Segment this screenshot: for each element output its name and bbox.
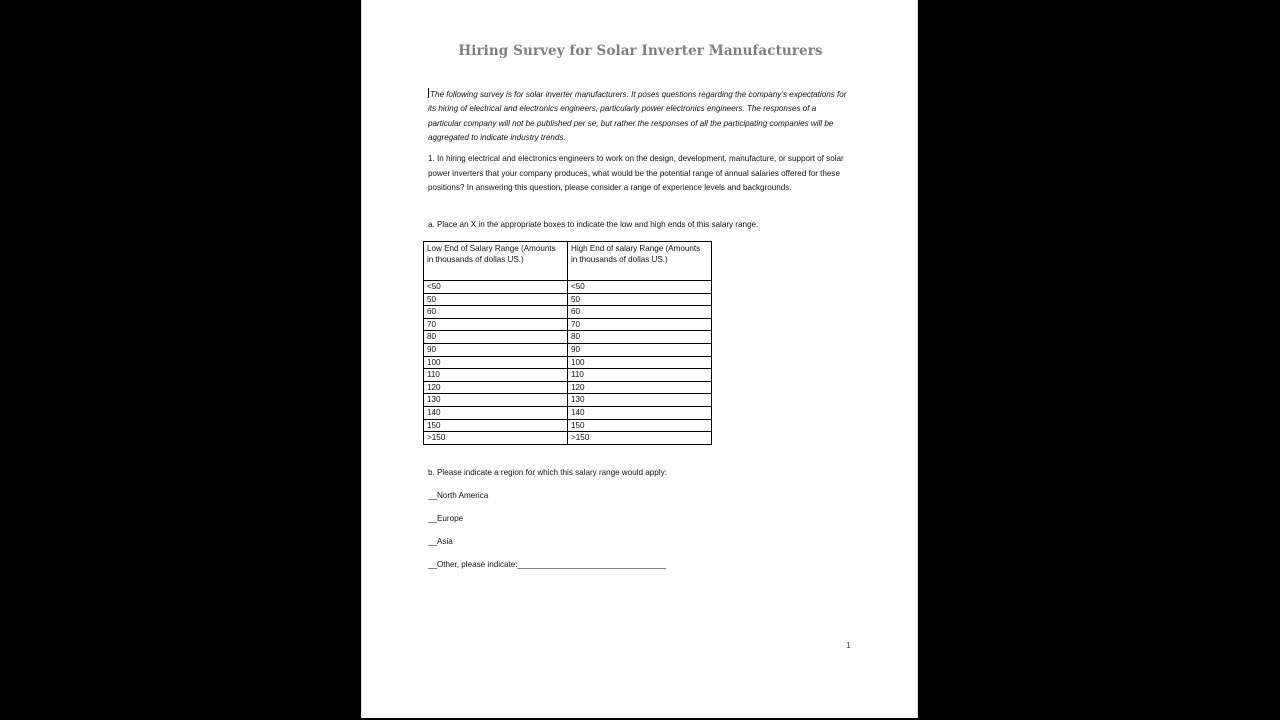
- low-end-cell[interactable]: 80: [424, 331, 568, 344]
- low-end-cell[interactable]: >150: [424, 432, 568, 445]
- table-row: [424, 318, 712, 331]
- question-1b: b. Please indicate a region for which this salary range would apply:: [428, 468, 667, 477]
- document-page: [361, 0, 918, 718]
- table-row: [424, 293, 712, 306]
- other-label: __Other, please indicate:: [428, 560, 518, 569]
- low-end-cell[interactable]: 60: [424, 306, 568, 319]
- high-end-cell[interactable]: 50: [568, 293, 712, 306]
- table-row: [424, 356, 712, 369]
- low-end-cell[interactable]: 90: [424, 343, 568, 356]
- other-fill-in-line[interactable]: _________________________________: [517, 560, 667, 569]
- table-row: [424, 369, 712, 382]
- high-end-cell[interactable]: 60: [568, 306, 712, 319]
- table-row: [424, 381, 712, 394]
- region-option-north-america[interactable]: __North America: [428, 491, 489, 500]
- table-row: [424, 281, 712, 294]
- document-title: Hiring Survey for Solar Inverter Manufacturers: [458, 43, 823, 59]
- table-row: [424, 331, 712, 344]
- high-end-header: High End of salary Range (Amounts in thousands of dollas US.): [568, 242, 712, 281]
- intro-paragraph: [428, 88, 850, 145]
- high-end-cell[interactable]: 90: [568, 343, 712, 356]
- high-end-cell[interactable]: 130: [568, 394, 712, 407]
- high-end-cell[interactable]: 110: [568, 369, 712, 382]
- table-row: [424, 306, 712, 319]
- region-option-europe[interactable]: __Europe: [428, 514, 464, 523]
- table-header-row: [424, 242, 712, 281]
- table-row: [424, 419, 712, 432]
- low-end-cell[interactable]: 120: [424, 381, 568, 394]
- low-end-cell[interactable]: 50: [424, 293, 568, 306]
- low-end-cell[interactable]: <50: [424, 281, 568, 294]
- page-number: 1: [846, 640, 851, 650]
- table-row: [424, 343, 712, 356]
- question-1a: a. Place an X in the appropriate boxes to indicate the low and high ends of this salary range.: [428, 220, 759, 229]
- region-option-asia[interactable]: __Asia: [428, 537, 453, 546]
- high-end-cell[interactable]: 120: [568, 381, 712, 394]
- high-end-cell[interactable]: 100: [568, 356, 712, 369]
- table-row: [424, 394, 712, 407]
- high-end-cell[interactable]: 70: [568, 318, 712, 331]
- intro-text: The following survey is for solar inverter manufacturers. It poses questions regarding the company’s expectations for its hiring of electrical and electronics engineers, particularly power electronics engineers. The responses of a particular company will not be published per se, but rather the responses of all the participating companies will be aggregated to indicate industry trends.: [428, 90, 847, 142]
- table-row: [424, 406, 712, 419]
- region-option-other[interactable]: [428, 558, 666, 572]
- high-end-cell[interactable]: >150: [568, 432, 712, 445]
- question-1: 1. In hiring electrical and electronics engineers to work on the design, development, manufacture, or support of solar power inverters that your company produces, what would be the potential range of annual salaries offered for these positions? In answering this question, please consider a range of experience levels and backgrounds.: [428, 154, 844, 193]
- low-end-cell[interactable]: 150: [424, 419, 568, 432]
- high-end-cell[interactable]: 140: [568, 406, 712, 419]
- low-end-header: Low End of Salary Range (Amounts in thousands of dollas US.): [424, 242, 568, 281]
- low-end-cell[interactable]: 140: [424, 406, 568, 419]
- low-end-cell[interactable]: 110: [424, 369, 568, 382]
- high-end-cell[interactable]: 80: [568, 331, 712, 344]
- low-end-cell[interactable]: 100: [424, 356, 568, 369]
- low-end-cell[interactable]: 70: [424, 318, 568, 331]
- text-cursor: [428, 88, 429, 98]
- low-end-cell[interactable]: 130: [424, 394, 568, 407]
- high-end-cell[interactable]: 150: [568, 419, 712, 432]
- table-row: [424, 432, 712, 445]
- high-end-cell[interactable]: <50: [568, 281, 712, 294]
- salary-range-table: [423, 241, 712, 445]
